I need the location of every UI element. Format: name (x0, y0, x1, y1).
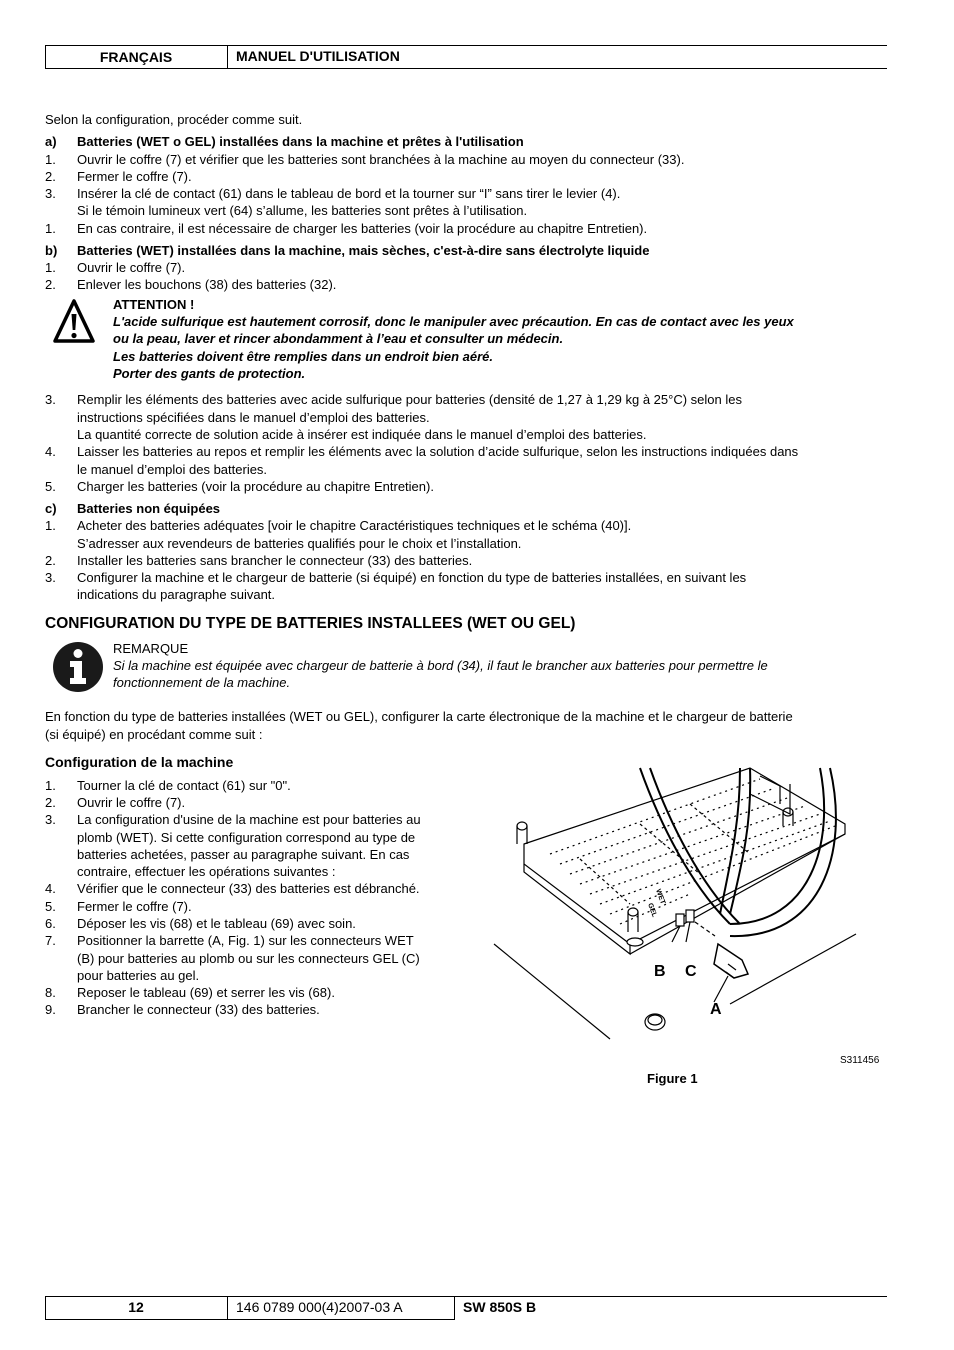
label-b: B (654, 963, 666, 980)
section-a-letter: a) (45, 134, 57, 149)
step-text-cont: plomb (WET). Si cette configuration correspond au type de (77, 830, 416, 845)
step-num: 1. (45, 260, 56, 275)
step-text-cont: pour batteries au gel. (77, 968, 200, 983)
step-text: Déposer les vis (68) et le tableau (69) avec soin. (77, 916, 356, 931)
step-num: 5. (45, 899, 56, 914)
step-text-cont: (B) pour batteries au plomb ou sur les connecteurs GEL (C) (77, 951, 420, 966)
step-text: Fermer le coffre (7). (77, 899, 192, 914)
step-text: Remplir les éléments des batteries avec acide sulfurique pour batteries (densité de 1,27 à 1,29 kg à 25°C) selon les (77, 392, 742, 407)
intro-text: Selon la configuration, procéder comme suit. (45, 112, 303, 127)
section-b-title: Batteries (WET) installées dans la machine, mais sèches, c'est-à-dire sans électrolyte liquide (77, 243, 650, 258)
label-a: A (710, 1001, 722, 1018)
warning-label: ATTENTION ! (113, 297, 195, 312)
step-text-cont: batteries achetées, passer au paragraphe suivant. En cas (77, 847, 410, 862)
step-num: 3. (45, 392, 56, 407)
section-b-letter: b) (45, 243, 58, 258)
figure-code: S311456 (840, 1055, 880, 1066)
step-text: En cas contraire, il est nécessaire de charger les batteries (voir la procédure au chapitre Entretien). (77, 221, 648, 236)
step-num: 1. (45, 518, 56, 533)
note-line: fonctionnement de la machine. (113, 675, 291, 690)
step-num: 1. (45, 778, 56, 793)
step-text: Insérer la clé de contact (61) dans le tableau de bord et la tourner sur “I” sans tirer le levier (4). (77, 186, 621, 201)
step-text: Tourner la clé de contact (61) sur "0". (77, 778, 291, 793)
note-label: REMARQUE (113, 641, 189, 656)
paragraph-line: (si équipé) en procédant comme suit : (45, 727, 263, 742)
step-num: 4. (45, 444, 56, 459)
step-text-cont: S’adresser aux revendeurs de batteries qualifiés pour le choix et l’installation. (77, 536, 522, 551)
warning-icon (52, 297, 96, 345)
figure-caption: Figure 1 (647, 1071, 698, 1086)
board-label-wet: WET (654, 888, 667, 906)
note-line: Si la machine est équipée avec chargeur de batterie à bord (34), il faut le brancher aux batteries pour permettre le (113, 658, 768, 673)
warning-line: L'acide sulfurique est hautement corrosif, donc le manipuler avec précaution. En cas de contact avec les yeux (113, 314, 794, 329)
step-num: 2. (45, 169, 56, 184)
step-num: 7. (45, 933, 56, 948)
step-num: 3. (45, 186, 56, 201)
header-title: MANUEL D'UTILISATION (236, 48, 400, 64)
section-c-title: Batteries non équipées (77, 501, 221, 516)
step-num: 4. (45, 881, 56, 896)
step-text: La configuration d'usine de la machine est pour batteries au (77, 812, 421, 827)
step-text: Installer les batteries sans brancher le connecteur (33) des batteries. (77, 553, 473, 568)
step-text: Charger les batteries (voir la procédure au chapitre Entretien). (77, 479, 434, 494)
step-num: 1. (45, 152, 56, 167)
step-text: Configurer la machine et le chargeur de batterie (si équipé) en fonction du type de batteries installées, en suivant les (77, 570, 747, 585)
step-text: Vérifier que le connecteur (33) des batteries est débranché. (77, 881, 420, 896)
warning-line: Les batteries doivent être remplies dans un endroit bien aéré. (113, 349, 494, 364)
step-text-cont: contraire, effectuer les opérations suivantes : (77, 864, 336, 879)
step-text: Laisser les batteries au repos et remplir les éléments avec la solution d’acide sulfurique, selon les instructions indiquées dans (77, 444, 799, 459)
page-number: 12 (128, 1299, 144, 1315)
step-text-cont: instructions spécifiées dans le manuel d’emploi des batteries. (77, 410, 430, 425)
label-c: C (685, 963, 697, 980)
step-num: 8. (45, 985, 56, 1000)
warning-line: Porter des gants de protection. (113, 366, 306, 381)
step-text-cont: Si le témoin lumineux vert (64) s’allume, les batteries sont prêtes à l’utilisation. (77, 203, 528, 218)
step-text-cont: le manuel d’emploi des batteries. (77, 462, 268, 477)
step-text: Positionner la barrette (A, Fig. 1) sur les connecteurs WET (77, 933, 414, 948)
step-text: Ouvrir le coffre (7). (77, 795, 186, 810)
info-icon (52, 641, 104, 693)
header-language: FRANÇAIS (99, 49, 173, 65)
step-text-cont: La quantité correcte de solution acide à insérer est indiquée dans le manuel d’emploi des batteries. (77, 427, 647, 442)
board-label-gel: GEL (646, 902, 658, 919)
step-num: 2. (45, 553, 56, 568)
section-c-letter: c) (45, 501, 57, 516)
config-heading: CONFIGURATION DU TYPE DE BATTERIES INSTALLEES (WET OU GEL) (45, 615, 576, 632)
step-text: Ouvrir le coffre (7) et vérifier que les batteries sont branchées à la machine au moyen du connecteur (33). (77, 152, 685, 167)
section-a-title: Batteries (WET o GEL) installées dans la machine et prêtes à l'utilisation (77, 134, 524, 149)
machine-config-title: Configuration de la machine (45, 754, 234, 770)
step-text: Reposer le tableau (69) et serrer les vis (68). (77, 985, 335, 1000)
step-text: Fermer le coffre (7). (77, 169, 192, 184)
warning-line: ou la peau, laver et rincer abondamment à l’eau et consulter un médecin. (113, 331, 564, 346)
model-name: SW 850S B (463, 1299, 537, 1315)
step-num: 3. (45, 570, 56, 585)
step-text: Brancher le connecteur (33) des batteries. (77, 1002, 320, 1017)
step-num: 6. (45, 916, 56, 931)
step-num: 2. (45, 795, 56, 810)
step-text: Ouvrir le coffre (7). (77, 260, 186, 275)
step-num: 1. (45, 221, 56, 236)
step-text: Acheter des batteries adéquates [voir le chapitre Caractéristiques techniques et le schéma (40)]. (77, 518, 632, 533)
paragraph-line: En fonction du type de batteries installées (WET ou GEL), configurer la carte électronique de la machine et le chargeur de batterie (45, 709, 793, 724)
step-num: 2. (45, 277, 56, 292)
step-num: 5. (45, 479, 56, 494)
document-number: 146 0789 000(4)2007-03 A (236, 1299, 403, 1315)
step-num: 9. (45, 1002, 56, 1017)
circuit-board-illustration (490, 764, 870, 1049)
step-text-cont: indications du paragraphe suivant. (77, 587, 276, 602)
step-text: Enlever les bouchons (38) des batteries (32). (77, 277, 337, 292)
step-num: 3. (45, 812, 56, 827)
